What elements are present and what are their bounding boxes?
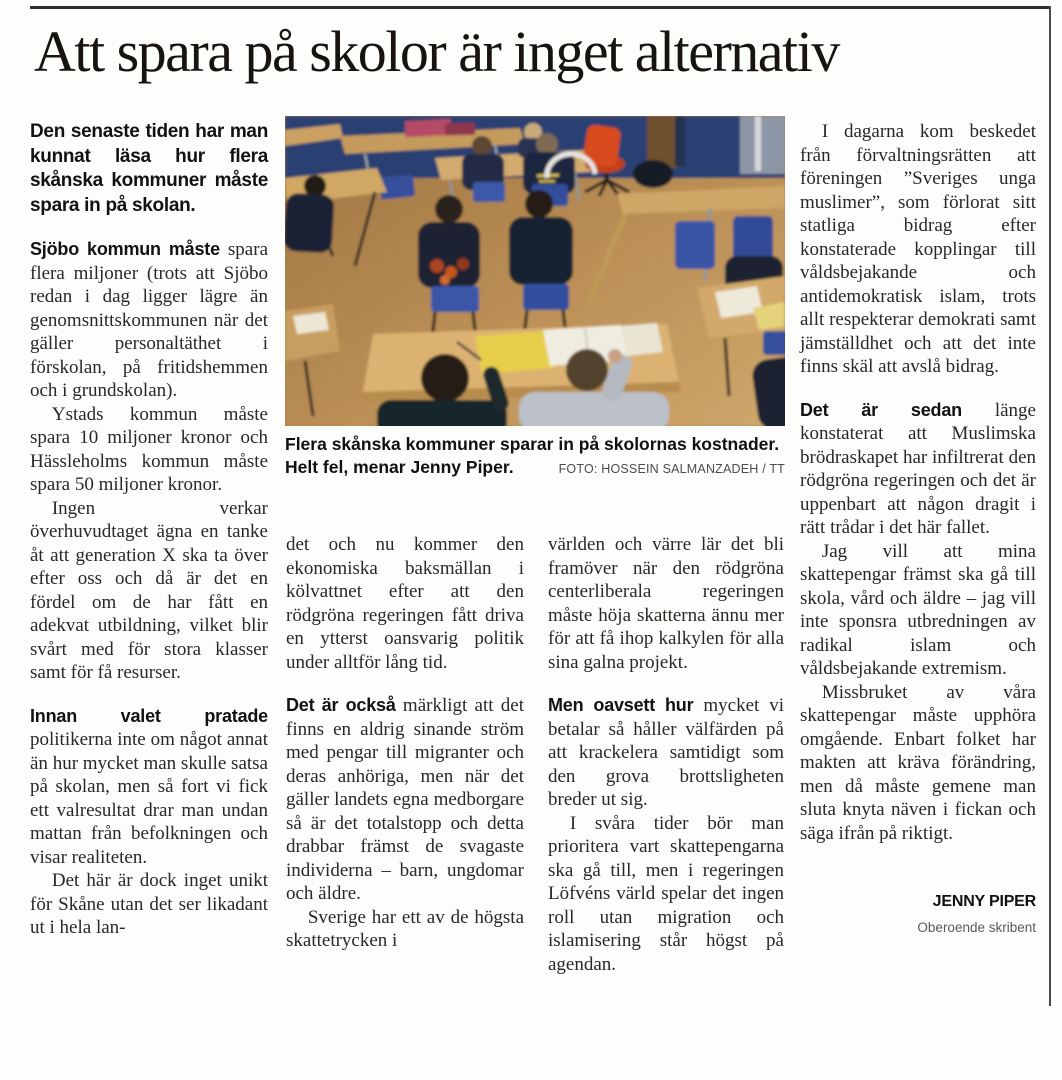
photo-credit: FOTO: HOSSEIN SALMANZADEH / TT: [558, 462, 785, 476]
photo-caption-line2: Helt fel, menar Jenny Piper.: [285, 457, 514, 477]
body-paragraph: Ingen verkar överhuvudtaget ägna en tanke åt att generation X ska ta över efter oss och då är det en fördel om de har fått en adekvat utbildning, vilket blir svårt med för stora klasser samt för få resurser.: [30, 497, 268, 683]
article-photo: [285, 116, 785, 426]
body-paragraph: [286, 694, 524, 906]
body-paragraph: Ystads kommun måste spara 10 miljoner kronor och Hässleholms kommun måste spara 50 miljoner kronor.: [30, 403, 268, 495]
paragraph-text: politikerna inte om något annat än hur mycket man skulle satsa på skolan, men så fort vi fick ett valresultat drar man undan mattan från befolkningen och visar realiteten.: [30, 729, 268, 868]
paragraph-text: märkligt att det finns en aldrig sinande ström med pengar till migranter och deras anhöriga, men när det gäller landets egna medborgare så är det totalstopp och detta drabbar främst de svagaste individerna – barn, ungdomar och äldre.: [286, 695, 524, 904]
photo-caption: [285, 433, 785, 481]
intro-paragraph: Den senaste tiden har man kunnat läsa hur flera skånska kommuner måste spara in på skolan.: [30, 121, 268, 216]
byline: [800, 890, 1036, 939]
paragraph-lead: Det är också: [286, 695, 396, 715]
body-paragraph: Jag vill att mina skattepengar främst ska gå till skola, vård och äldre – jag vill inte sponsra utbredningen av radikal islam och våldsbejakande extremism.: [800, 540, 1036, 679]
body-paragraph: I dagarna kom beskedet från förvaltningsrätten att föreningen ”Sveriges unga muslimer”, som förlorat sitt statliga bidrag efter konstaterade kopplingar till våldsbejakande och antidemokratisk islam, trots allt respekterar demokrati samt jämställdhet och att det inte finns skäl att avslå bidrag.: [800, 121, 1036, 377]
byline-role: Oberoende skribent: [917, 919, 1036, 935]
paragraph-lead: Sjöbo kommun måste: [30, 239, 220, 259]
paragraph-text: länge konstaterat att Muslimska brödraskapet har infiltrerat den rödgröna regeringen och det är uppenbart att någon dragit i rätt trådar i det här fallet.: [800, 399, 1036, 538]
body-paragraph: Missbruket av våra skattepengar måste upphöra omgående. Enbart folket har makten att kräva förändring, men då måste gemene man sluta knyta näven i fickan och säga ifrån på riktigt.: [800, 681, 1036, 844]
column-4: [800, 120, 1036, 939]
paragraph-text: mycket vi betalar så håller välfärden på att krackelera samtidigt som den grova brottsligheten breder ut sig.: [548, 695, 785, 810]
body-paragraph: [30, 705, 268, 870]
paragraph-text: spara flera miljoner (trots att Sjöbo redan i dag ligger lägre än genomsnittskommunen när det gäller personaltäthet i förskolan, på fritidshemmen och i grundskolan).: [30, 239, 268, 401]
column-3: [548, 533, 784, 976]
body-paragraph: Det här är dock inget unikt för Skåne utan det ser likadant ut i hela lan-: [30, 870, 268, 938]
body-paragraph: världen och värre lär det bli framöver när den rödgröna centerliberala regeringen måste höja skatterna ännu mer för att få ihop kalkylen för alla sina galna projekt.: [548, 534, 784, 673]
right-edge-rule: [1049, 6, 1051, 1006]
body-paragraph: [800, 399, 1036, 540]
column-1: [30, 120, 268, 940]
photo-caption-line1: Flera skånska kommuner sparar in på skolornas kostnader.: [285, 434, 780, 454]
body-paragraph: [30, 238, 268, 403]
column-2: [286, 533, 524, 953]
body-paragraph: [548, 694, 784, 812]
byline-name: JENNY PIPER: [932, 893, 1036, 910]
body-paragraph: I svåra tider bör man prioritera vart skattepengarna ska gå till, men i regeringen Löfvéns värld spelar det ingen roll utan migration och islamisering står högst på agendan.: [548, 812, 784, 975]
body-paragraph: Sverige har ett av de högsta skattetrycken i: [286, 906, 524, 951]
paragraph-lead: Innan valet pratade: [30, 705, 268, 726]
paragraph-lead: Men oavsett hur: [548, 695, 694, 715]
paragraph-lead: Det är sedan: [800, 399, 962, 420]
headline: Att spara på skolor är inget alternativ: [34, 19, 839, 84]
classroom-photo-illustration: [285, 116, 785, 426]
top-rule: [30, 6, 1051, 9]
body-paragraph: det och nu kommer den ekonomiska baksmällan i kölvattnet efter att den rödgröna regeringen fått driva en ytterst oansvarig politik under alltför lång tid.: [286, 534, 524, 673]
